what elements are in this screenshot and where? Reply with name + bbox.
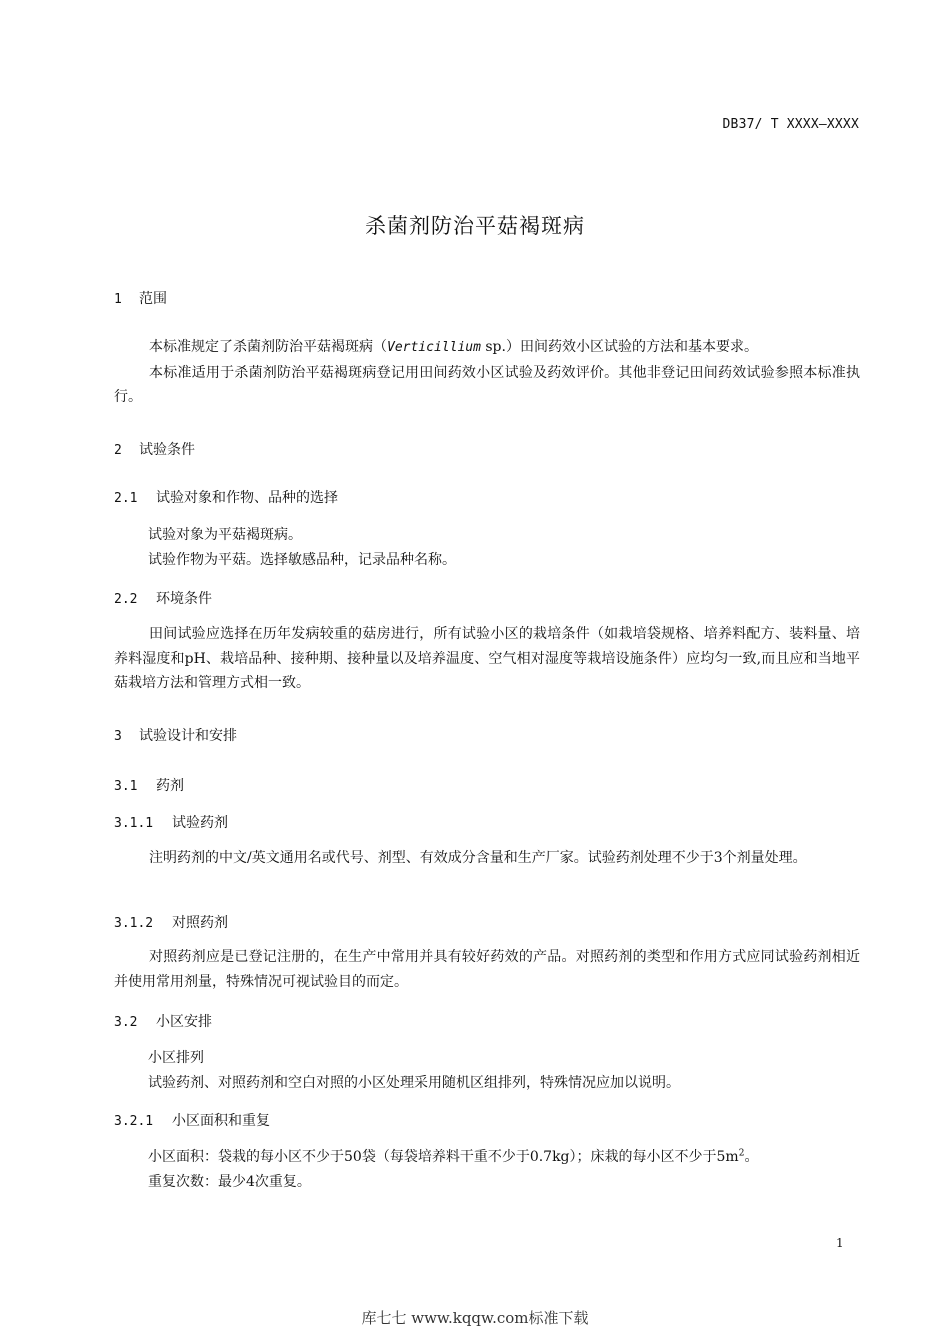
section-number: 1 <box>114 292 122 307</box>
section-number: 3.1.1 <box>114 816 154 831</box>
paragraph: 本标准规定了杀菌剂防治平菇褐斑病（Verticillium sp.）田间药效小区试验的方法和基本要求。 <box>149 339 758 355</box>
section-title: 试验对象和作物、品种的选择 <box>156 490 338 506</box>
section-1-body <box>114 335 860 410</box>
section-title: 对照药剂 <box>172 915 228 931</box>
section-title: 试验条件 <box>139 442 195 458</box>
text-line: 试验对象为平菇褐斑病。 <box>148 527 302 543</box>
section-number: 3.2.1 <box>114 1114 154 1129</box>
section-2-2-body <box>114 622 860 696</box>
document-title: 杀菌剂防治平菇褐斑病 <box>365 214 585 238</box>
section-number: 3.1 <box>114 779 138 794</box>
text-line: 试验药剂、对照药剂和空白对照的小区处理采用随机区组排列，特殊情况应加以说明。 <box>148 1075 680 1091</box>
section-3-1-2-body <box>114 945 860 994</box>
page-number: 1 <box>836 1236 844 1250</box>
section-number: 3.2 <box>114 1015 138 1030</box>
section-2-heading <box>114 439 195 459</box>
text-line: 小区排列 <box>148 1050 204 1066</box>
section-3-1-2-heading <box>114 912 228 932</box>
section-1-heading <box>114 288 167 308</box>
superscript: 2 <box>738 1148 745 1159</box>
section-title: 药剂 <box>156 778 184 794</box>
section-3-2-1-heading <box>114 1110 270 1130</box>
section-title: 范围 <box>139 291 167 307</box>
standard-code: DB37/ T XXXX—XXXX <box>722 117 859 132</box>
section-3-1-1-heading <box>114 812 228 832</box>
section-title: 环境条件 <box>156 591 212 607</box>
text-line: 重复次数：最少4次重复。 <box>148 1174 311 1190</box>
section-3-2-heading <box>114 1011 212 1031</box>
section-2-2-heading <box>114 588 212 608</box>
text-line: 小区面积：袋栽的每小区不少于50袋（每袋培养料干重不少于0.7kg）；床栽的每小区不少于$5m^2$。 <box>148 1148 759 1165</box>
section-number: 3 <box>114 729 122 744</box>
paragraph: 田间试验应选择在历年发病较重的菇房进行，所有试验小区的栽培条件（如栽培袋规格、培养料配方、装料量、培养料湿度和pH、栽培品种、接种期、接种量以及培养温度、空气相对湿度等栽培设施条件）应均匀一致,而且应和当地平菇栽培方法和管理方式相一致。 <box>114 626 860 691</box>
section-number: 2.2 <box>114 592 138 607</box>
section-title: 小区面积和重复 <box>172 1113 270 1129</box>
section-title: 小区安排 <box>156 1014 212 1030</box>
section-title: 试验设计和安排 <box>139 728 237 744</box>
section-title: 试验药剂 <box>172 815 228 831</box>
text-line: 试验作物为平菇。选择敏感品种，记录品种名称。 <box>148 552 456 568</box>
section-3-heading <box>114 725 237 745</box>
species-name: Verticillium <box>387 340 481 355</box>
paragraph: 注明药剂的中文/英文通用名或代号、剂型、有效成分含量和生产厂家。试验药剂处理不少于3个剂量处理。 <box>149 850 807 866</box>
section-number: 2 <box>114 443 122 458</box>
section-3-1-heading <box>114 775 184 795</box>
watermark-text: 库七七 www.kqqw.com标准下载 <box>361 1309 589 1327</box>
section-number: 2.1 <box>114 491 138 506</box>
section-3-1-1-body <box>114 846 860 871</box>
paragraph: 本标准适用于杀菌剂防治平菇褐斑病登记用田间药效小区试验及药效评价。其他非登记田间药效试验参照本标准执行。 <box>114 364 860 405</box>
paragraph: 对照药剂应是已登记注册的，在生产中常用并具有较好药效的产品。对照药剂的类型和作用方式应同试验药剂相近并使用常用剂量，特殊情况可视试验目的而定。 <box>114 949 860 990</box>
section-number: 3.1.2 <box>114 916 154 931</box>
section-2-1-heading <box>114 487 338 507</box>
